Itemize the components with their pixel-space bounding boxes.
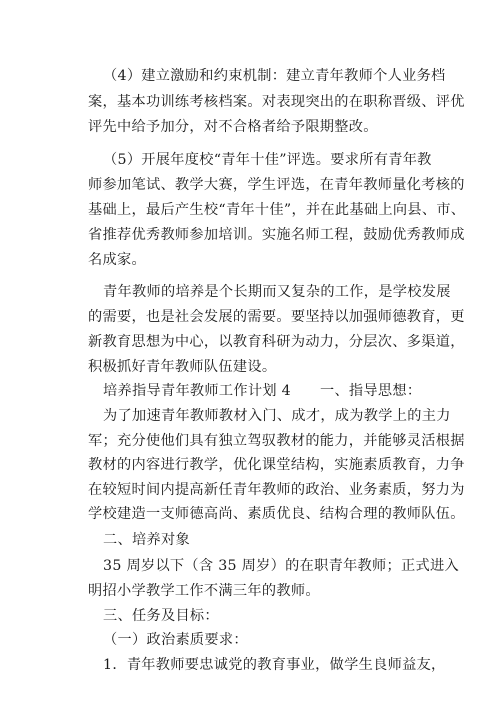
text-line: 明招小学教学工作不满三年的教师。 <box>88 583 320 599</box>
text-line: 名成家。 <box>88 252 146 268</box>
text-line: 基础上，最后产生校“青年十佳”，并在此基础上向县、市、 <box>88 202 466 218</box>
text-line: （4）建立激励和约束机制：建立青年教师个人业务档 <box>103 68 446 84</box>
text-line: 案，基本功训练考核档案。对表现突出的在职称晋级、评优 <box>88 94 465 110</box>
subsection-title: （一）政治素质要求： <box>103 632 248 648</box>
text-line: 军；充分使他们具有独立驾驭教材的能力，并能够灵活根据 <box>88 433 465 449</box>
text-line: 省推荐优秀教师参加培训。实施名师工程，鼓励优秀教师成 <box>88 227 465 243</box>
text-line: 35 周岁以下（含 35 周岁）的在职青年教师；正式进入 <box>103 558 459 574</box>
text-line: 青年教师的培养是个长期而又复杂的工作，是学校发展 <box>103 284 451 300</box>
text-line: 师参加笔试、教学大赛，学生评选，在青年教师量化考核的 <box>88 177 465 193</box>
text-line: 为了加速青年教师教材入门、成才，成为教学上的主力 <box>103 408 451 424</box>
text-line: 评先中给予加分，对不合格者给予限期整改。 <box>88 119 378 135</box>
section-title: 二、培养对象 <box>103 532 190 548</box>
text-line: 的需要，也是社会发展的需要。要坚持以加强师德教育，更 <box>88 309 465 325</box>
text-line: （5）开展年度校“青年十佳”评选。要求所有青年教 <box>103 152 432 168</box>
text-line: 学校建造一支师德高尚、素质优良、结构合理的教师队伍。 <box>88 506 465 522</box>
text-line: 1．青年教师要忠诚党的教育事业，做学生良师益友， <box>103 657 446 673</box>
section-title: 三、任务及目标： <box>103 608 219 624</box>
text-line: 教材的内容进行教学，优化课堂结构，实施素质教育，力争 <box>88 457 465 473</box>
text-line: 在较短时间内提高新任青年教师的政治、业务素质，努力为 <box>88 482 465 498</box>
text-line: 新教育思想为中心，以教育科研为动力，分层次、多渠道， <box>88 334 465 350</box>
section-title: 培养指导青年教师工作计划 4 一、指导思想： <box>103 383 422 399</box>
text-line: 积极抓好青年教师队伍建设。 <box>88 359 277 375</box>
